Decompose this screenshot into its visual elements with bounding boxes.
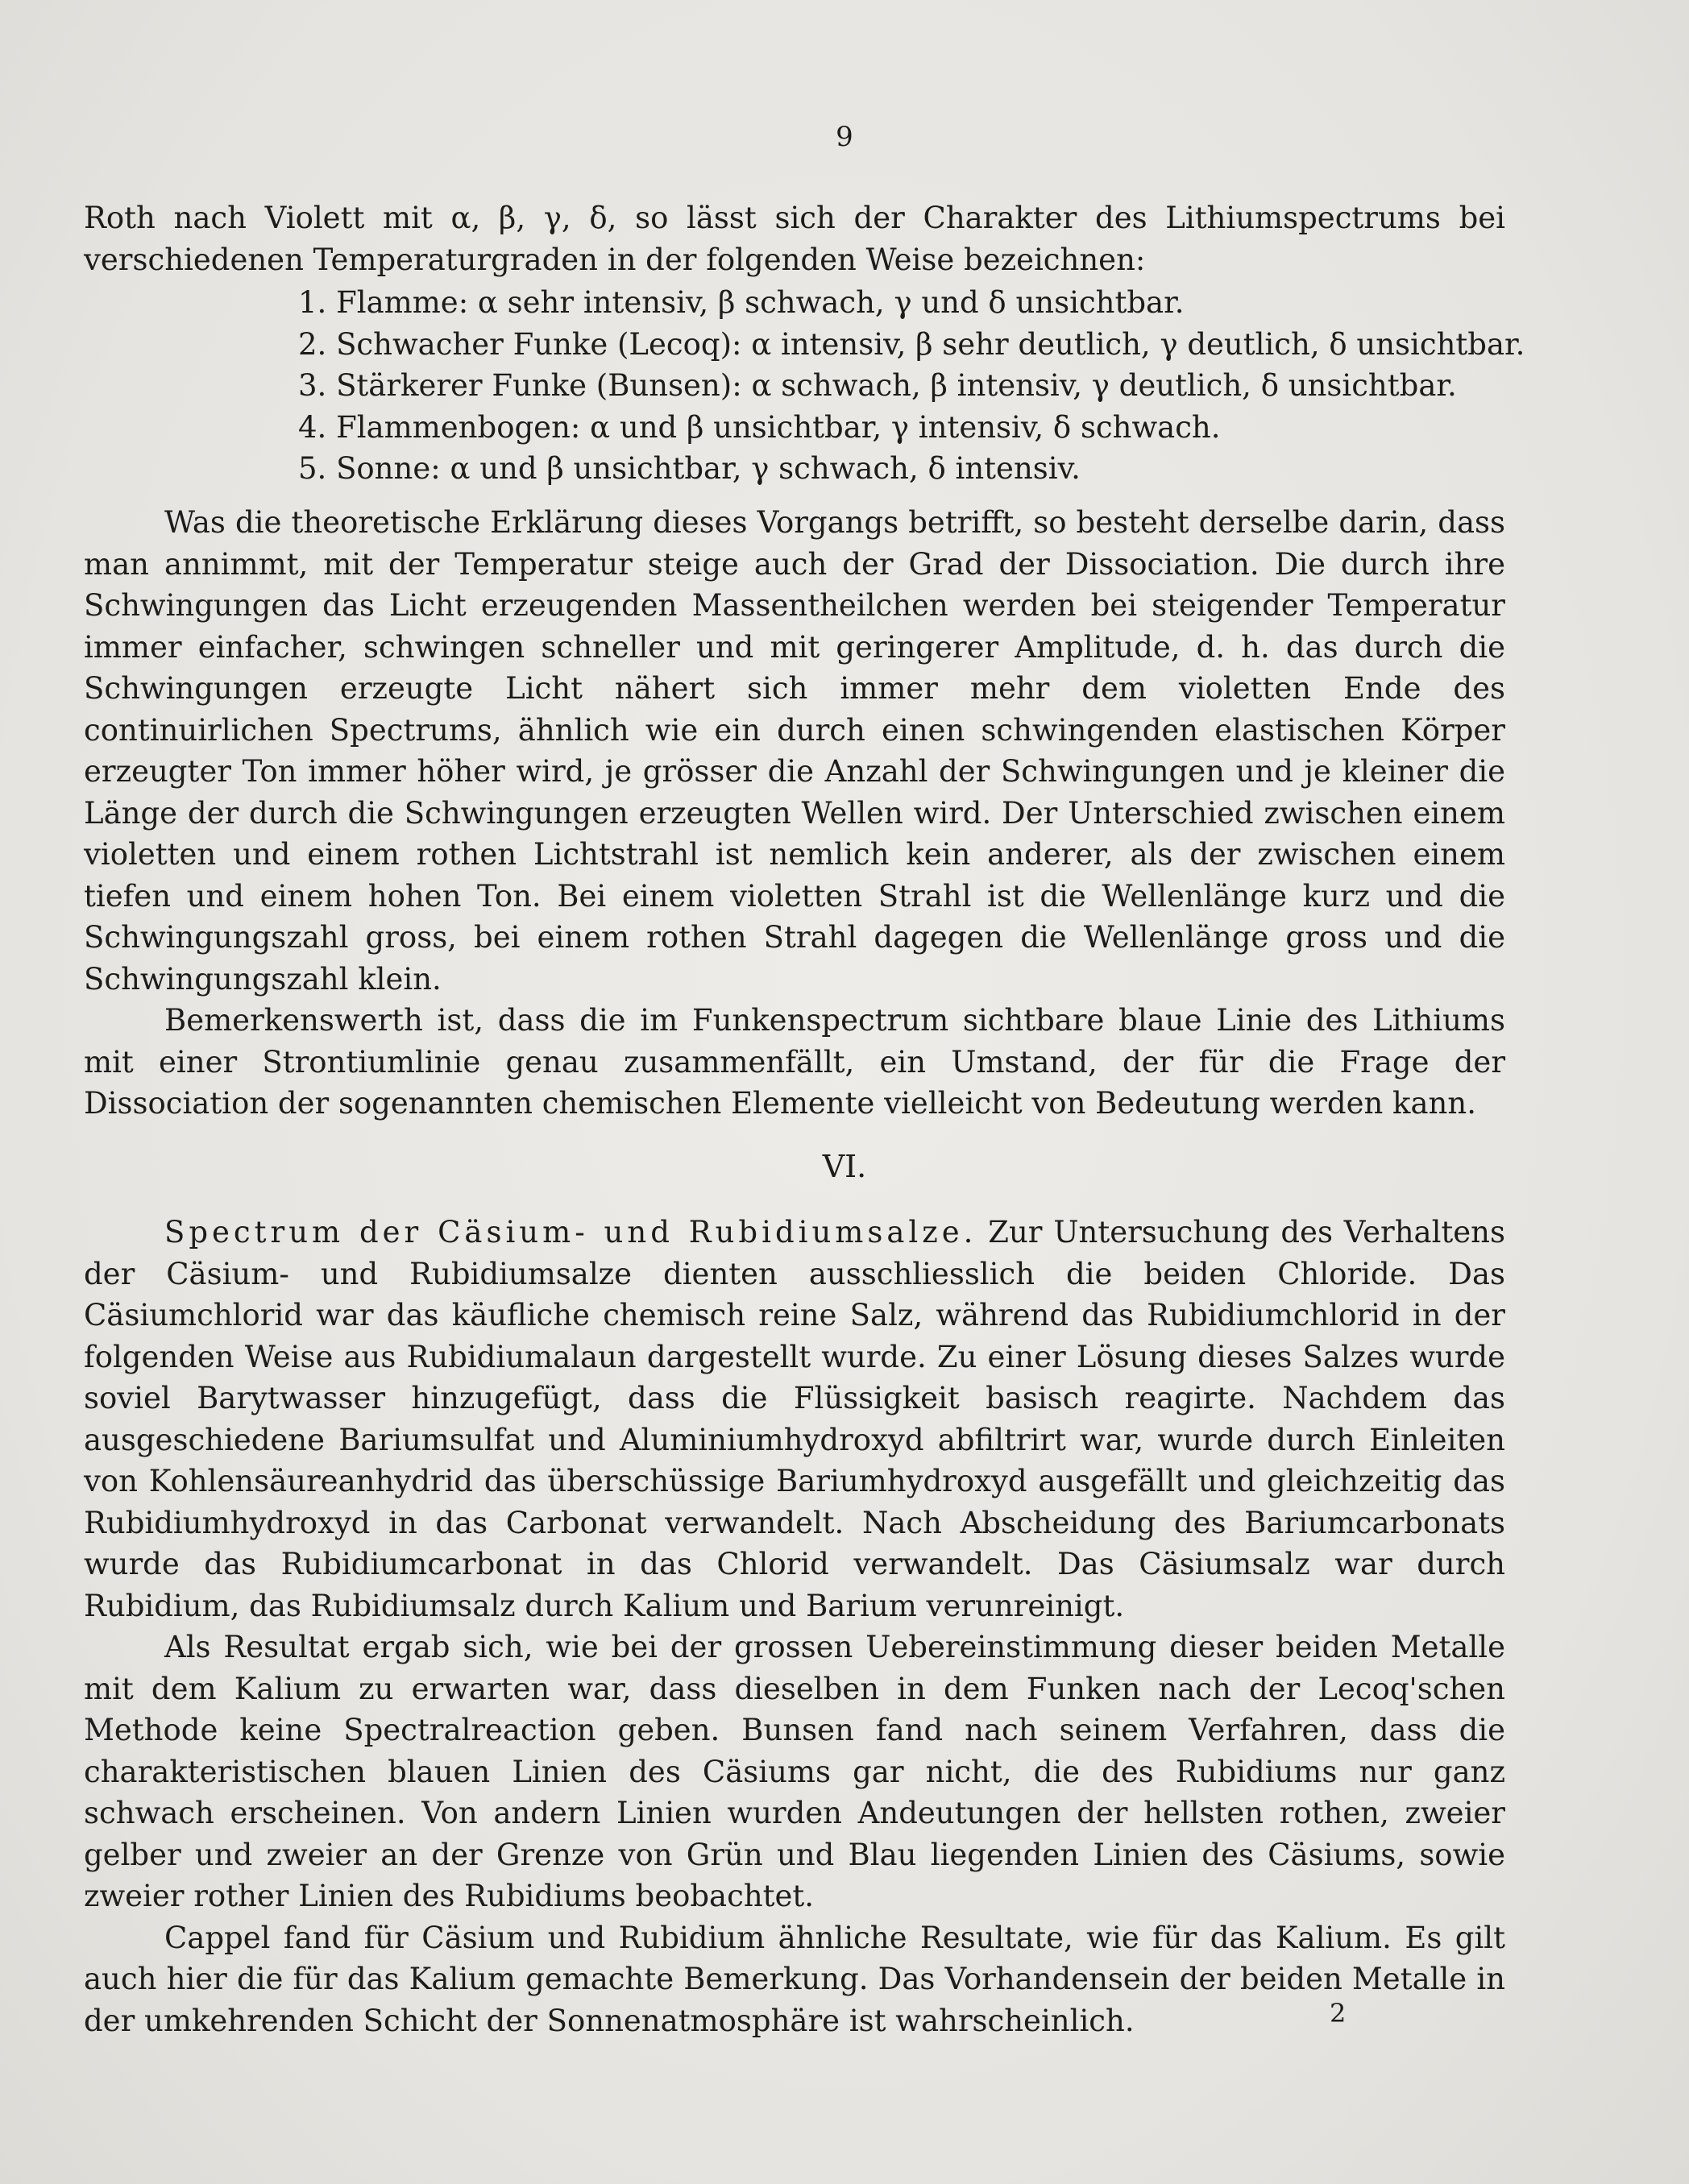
result-paragraph: Als Resultat ergab sich, wie bei der grossen Uebereinstimmung dieser beiden Metalle mit dem Kalium zu erwarten war, dass dieselben in dem Funken nach der Lecoq'schen Methode keine Spectralreaction geben. Bunsen fand nach seinem Verfahren, dass die charakteristischen blauen Linien des Cäsiums gar nicht, die des Rubidiums nur ganz schwach erscheinen. Von andern Linien wurden Andeutungen der hellsten rothen, zweier gelber und zweier an der Grenze von Grün und Blau liegenden Linien des Cäsiums, sowie zweier rother Linien des Rubidiums beobachtet. [84, 1630, 1505, 1913]
section-vi-first-paragraph-text: Zur Untersuchung des Verhaltens der Cäsium- und Rubidiumsalze dienten ausschliesslich die beiden Chloride. Das Cäsiumchlorid war das käufliche chemisch reine Salz, während das Rubidiumchlorid in der folgenden Weise aus Rubidiumalaun dargestellt wurde. Zu einer Lösung dieses Salzes wurde soviel Barytwasser hinzugefügt, dass die Flüssigkeit basisch reagirte. Nachdem das ausgeschiedene Bariumsulfat und Aluminiumhydroxyd abfiltrirt war, wurde durch Einleiten von Kohlensäureanhydrid das überschüssige Bariumhydroxyd ausgefällt und gleichzeitig das Rubidiumhydroxyd in das Carbonat verwandelt. Nach Abscheidung des Bariumcarbonats wurde das Rubidiumcarbonat in das Chlorid verwandelt. Das Cäsiumsalz war durch Rubidium, das Rubidiumsalz durch Kalium und Barium verunreinigt. [84, 1215, 1506, 1623]
cappel-paragraph: Cappel fand für Cäsium und Rubidium ähnliche Resultate, wie für das Kalium. Es gilt auch hier die für das Kalium gemachte Bemerkung. Das Vorhandensein der beiden Metalle in der umkehrenden Schicht der Sonnenatmosphäre ist wahrscheinlich. [84, 1920, 1505, 2038]
section-title: VI. [822, 1149, 867, 1184]
list-item: 3. Stärkerer Funke (Bunsen): α schwach, β intensiv, γ deutlich, δ unsichtbar. [298, 368, 1457, 403]
list-item: 4. Flammenbogen: α und β unsichtbar, γ intensiv, δ schwach. [298, 409, 1221, 445]
list-item: 2. Schwacher Funke (Lecoq): α intensiv, β sehr deutlich, γ deutlich, δ unsichtbar. [298, 326, 1525, 362]
intro-block [84, 197, 1505, 280]
list-item: 1. Flamme: α sehr intensiv, β schwach, γ und δ unsichtbar. [298, 285, 1185, 320]
intro-paragraph: Roth nach Violett mit α, β, γ, δ, so lässt sich der Charakter des Lithiumspectrums bei verschiedenen Temperaturgraden in der folgenden Weise bezeichnen: [84, 201, 1505, 277]
list-item: 5. Sonne: α und β unsichtbar, γ schwach, δ intensiv. [298, 451, 1081, 486]
lithium-note-paragraph: Bemerkenswerth ist, dass die im Funkenspectrum sichtbare blaue Linie des Lithiums mit einer Strontiumlinie genau zusammenfällt, ein Umstand, der für die Frage der Dissociation der sogenannten chemischen Elemente vielleicht von Bedeutung werden kann. [84, 1003, 1505, 1121]
lithium-spectrum-list [298, 282, 1555, 490]
section-vi-first-paragraph [84, 1212, 1505, 1627]
section-vi-block [84, 1212, 1505, 2041]
theory-block [84, 502, 1505, 1125]
page-number: 9 [836, 121, 853, 153]
signature-mark: 2 [1330, 1998, 1347, 2029]
section-heading: Spectrum der Cäsium- und Rubidiumsalze. [164, 1215, 977, 1249]
theory-paragraph: Was die theoretische Erklärung dieses Vorgangs betrifft, so besteht derselbe darin, dass man annimmt, mit der Temperatur steige auch der Grad der Dissociation. Die durch ihre Schwingungen das Licht erzeugenden Massentheilchen werden bei steigender Temperatur immer einfacher, schwingen schneller und mit geringerer Amplitude, d. h. das durch die Schwingungen erzeugte Licht nähert sich immer mehr dem violetten Ende des continuirlichen Spectrums, ähnlich wie ein durch einen schwingenden elastischen Körper erzeugter Ton immer höher wird, je grösser die Anzahl der Schwingungen und je kleiner die Länge der durch die Schwingungen erzeugten Wellen wird. Der Unterschied zwischen einem violetten und einem rothen Lichtstrahl ist nemlich kein anderer, als der zwischen einem tiefen und einem hohen Ton. Bei einem violetten Strahl ist die Wellenlänge kurz und die Schwingungszahl gross, bei einem rothen Strahl dagegen die Wellenlänge gross und die Schwingungszahl klein. [84, 505, 1505, 997]
